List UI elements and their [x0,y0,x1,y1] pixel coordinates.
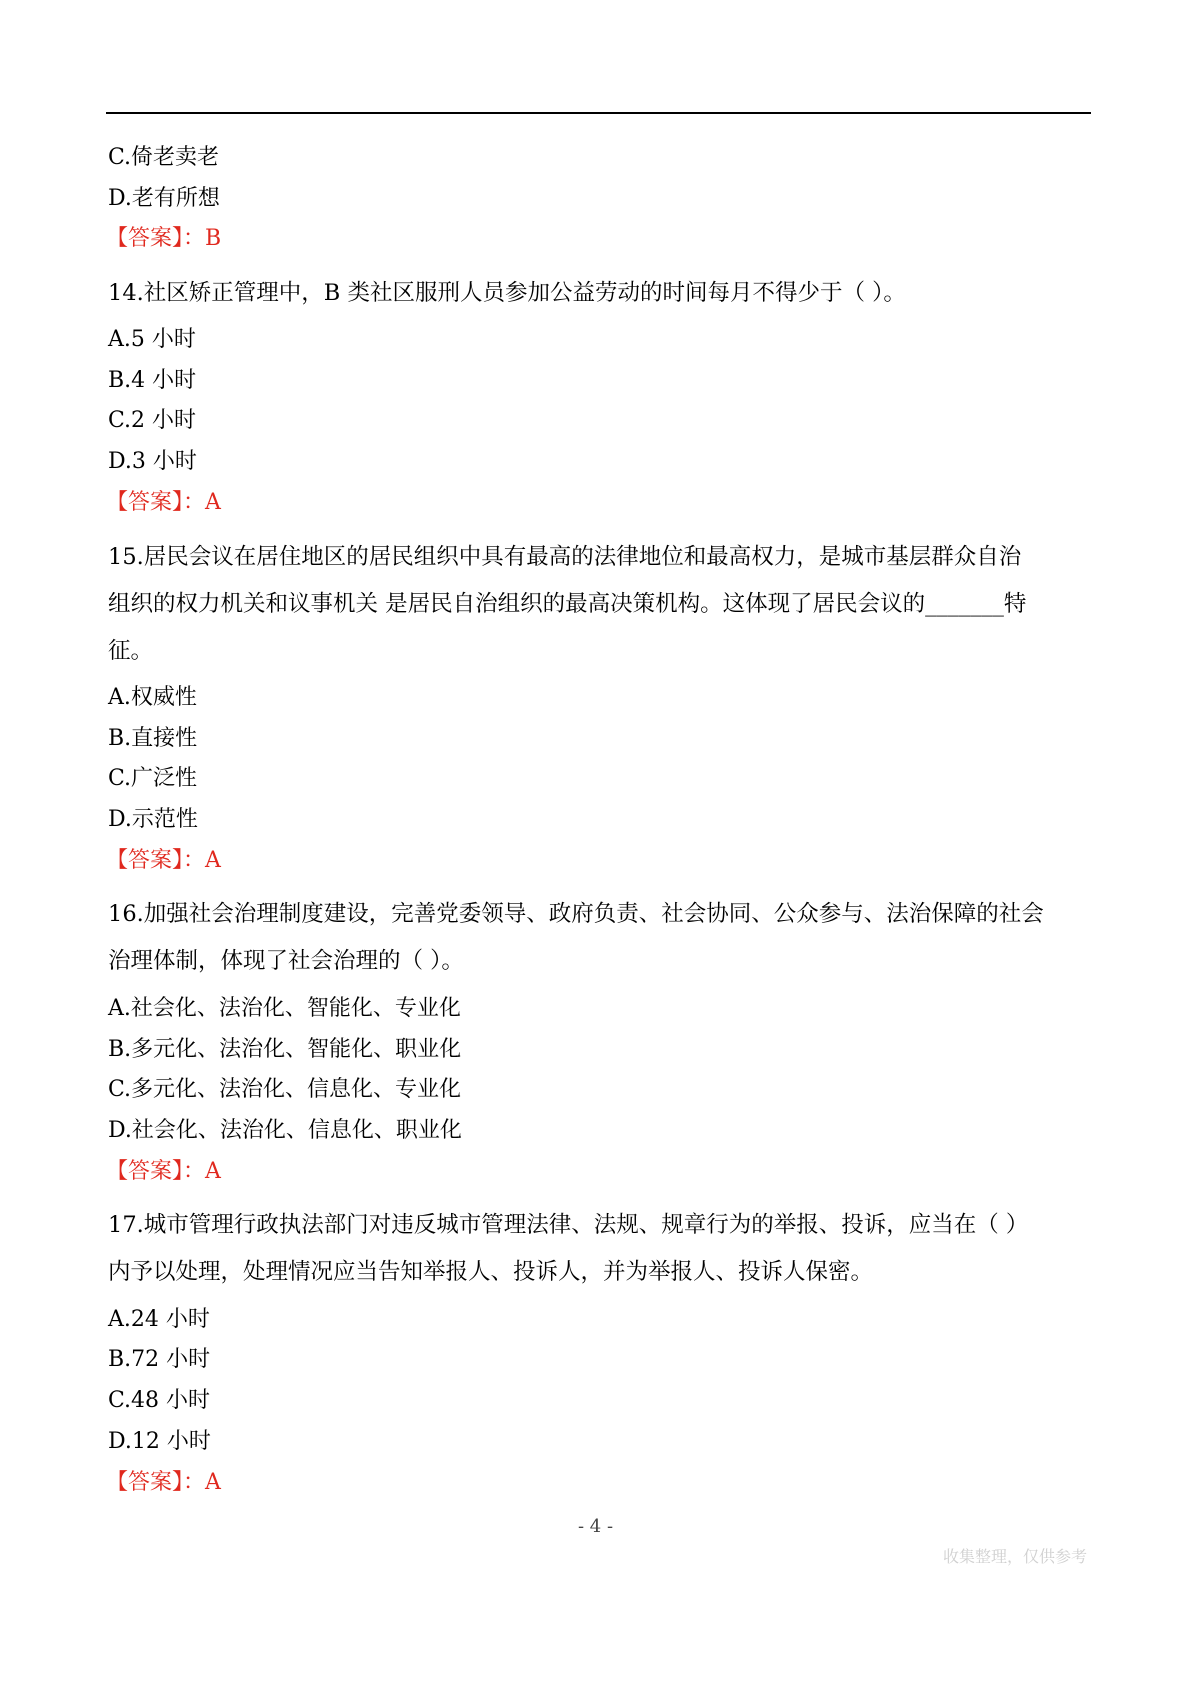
question-14-option-d: D.3 小时 [108,449,197,474]
question-16-option-c: C.多元化、法治化、信息化、专业化 [108,1077,462,1102]
header-rule [106,112,1091,114]
question-16-stem-line-2: 治理体制，体现了社会治理的（ ）。 [108,948,464,974]
question-15-stem-line-1: 15.居民会议在居住地区的居民组织中具有最高的法律地位和最高权力，是城市基层群众自治 [108,544,1022,570]
question-15-option-b: B.直接性 [108,726,198,751]
question-15-answer: 【答案】：A [106,848,221,873]
question-14-answer: 【答案】：A [106,490,221,515]
question-14-option-a: A.5 小时 [108,327,196,352]
question-15-stem-line-2: 组织的权力机关和议事机关 是居民自治组织的最高决策机构。这体现了居民会议的_______特 [108,591,1027,617]
question-17-stem-line-1: 17.城市管理行政执法部门对违反城市管理法律、法规、规章行为的举报、投诉，应当在（ ） [108,1212,1029,1238]
question-14-stem: 14.社区矫正管理中，B 类社区服刑人员参加公益劳动的时间每月不得少于（ ）。 [108,280,906,306]
answer: 【答案】：B [106,226,222,251]
question-17-option-b: B.72 小时 [108,1347,211,1372]
question-15-stem-line-3: 征。 [108,638,154,664]
question-14-option-b: B.4 小时 [108,368,197,393]
question-17-option-d: D.12 小时 [108,1429,211,1454]
question-15-option-c: C.广泛性 [108,766,198,791]
question-15-option-d: D.示范性 [108,807,198,832]
question-16-stem-line-1: 16.加强社会治理制度建设，完善党委领导、政府负责、社会协同、公众参与、法治保障的社会 [108,901,1044,927]
question-16-answer: 【答案】：A [106,1159,221,1184]
footer-note: 收集整理，仅供参考 [942,1547,1087,1566]
option-d: D.老有所想 [108,186,220,211]
option-c: C.倚老卖老 [108,145,220,170]
question-15-option-a: A.权威性 [108,685,197,710]
question-16-option-b: B.多元化、法治化、智能化、职业化 [108,1037,462,1062]
question-14-option-c: C.2 小时 [108,408,197,433]
question-17-stem-line-2: 内予以处理，处理情况应当告知举报人、投诉人，并为举报人、投诉人保密。 [108,1259,874,1285]
page-number: - 4 - [577,1516,614,1537]
question-16-option-d: D.社会化、法治化、信息化、职业化 [108,1118,462,1143]
question-17-option-a: A.24 小时 [108,1307,210,1332]
question-17-option-c: C.48 小时 [108,1388,211,1413]
question-16-option-a: A.社会化、法治化、智能化、专业化 [108,996,461,1021]
question-17-answer: 【答案】：A [106,1470,221,1495]
